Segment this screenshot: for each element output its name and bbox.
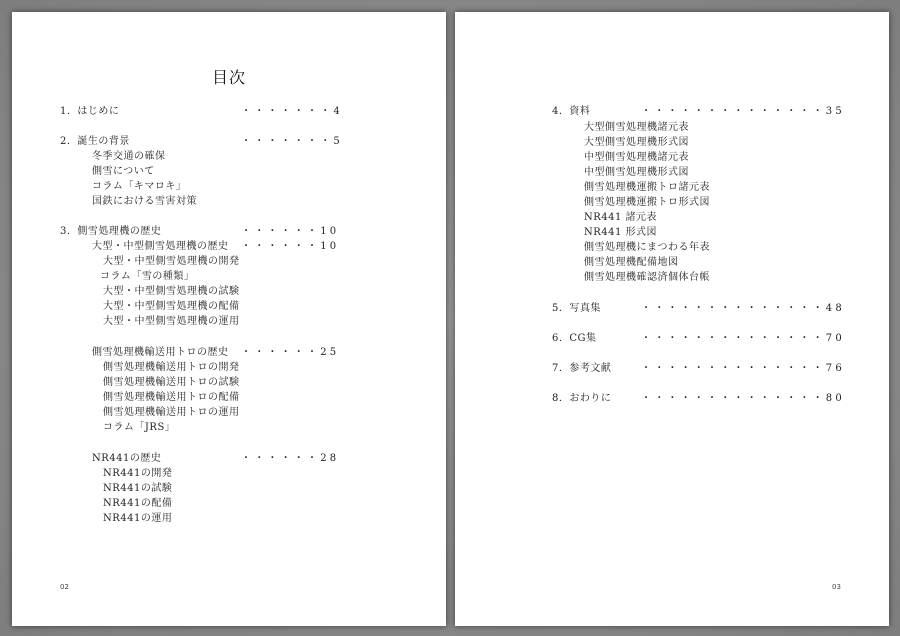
toc-subentry: コラム「JRS」 [103, 422, 176, 433]
toc-leader-page: ・・・・・・・5 [241, 136, 343, 147]
toc-subentry: 冬季交通の確保 [92, 151, 166, 162]
toc-subentry: 大型側雪処理機諸元表 [584, 122, 689, 133]
toc-chapter-3: 3．側雪処理機の歴史 [60, 226, 162, 237]
page-number: 03 [832, 583, 841, 591]
toc-chapter-6: 6．CG集 [552, 333, 597, 344]
right-page [455, 12, 889, 626]
toc-subentry: 中型側雪処理機形式図 [584, 167, 689, 178]
toc-chapter-5: 5．写真集 [552, 303, 601, 314]
toc-subentry: 側雪処理機運搬トロ諸元表 [584, 182, 710, 193]
toc-subentry: 大型・中型側雪処理機の配備 [103, 301, 240, 312]
left-page [12, 12, 446, 626]
toc-subentry: 側雪処理機配備地図 [584, 257, 679, 268]
toc-subentry: 側雪処理機輸送用トロの開発 [103, 362, 240, 373]
toc-subentry: コラム「キマロキ」 [92, 181, 187, 192]
toc-section: 側雪処理機輸送用トロの歴史 [92, 347, 229, 358]
toc-subentry: 大型側雪処理機形式図 [584, 137, 689, 148]
toc-section: 大型・中型側雪処理機の歴史 [92, 241, 229, 252]
page-number: 02 [60, 583, 69, 591]
toc-leader-page: ・・・・・・・・・・・・・・35 [641, 106, 845, 117]
toc-subentry: 側雪処理機運搬トロ形式図 [584, 197, 710, 208]
toc-leader-page: ・・・・・・28 [241, 453, 340, 464]
toc-subentry: 大型・中型側雪処理機の試験 [103, 286, 240, 297]
toc-chapter-1: 1．はじめに [60, 106, 120, 117]
toc-subentry: 側雪処理機輸送用トロの配備 [103, 392, 240, 403]
toc-chapter-4: 4．資料 [552, 106, 591, 117]
toc-subentry: 側雪処理機確認済個体台帳 [584, 272, 710, 283]
toc-leader-page: ・・・・・・・・・・・・・・48 [641, 303, 845, 314]
toc-subentry: NR441の開発 [103, 468, 173, 479]
toc-leader-page: ・・・・・・・・・・・・・・76 [641, 363, 845, 374]
toc-leader-page: ・・・・・・10 [241, 226, 340, 237]
toc-subentry: 側雪処理機輸送用トロの運用 [103, 407, 240, 418]
toc-subentry: 中型側雪処理機諸元表 [584, 152, 689, 163]
toc-subentry: 側雪について [92, 166, 155, 177]
toc-section: NR441の歴史 [92, 453, 162, 464]
toc-subentry: 大型・中型側雪処理機の運用 [103, 316, 240, 327]
toc-leader-page: ・・・・・・10 [241, 241, 340, 252]
toc-subentry: NR441の配備 [103, 498, 173, 509]
toc-chapter-2: 2．誕生の背景 [60, 136, 130, 147]
toc-subentry: NR441の試験 [103, 483, 173, 494]
toc-chapter-8: 8．おわりに [552, 393, 612, 404]
toc-subentry: NR441の運用 [103, 513, 173, 524]
toc-subentry: 国鉄における雪害対策 [92, 196, 197, 207]
toc-leader-page: ・・・・・・25 [241, 347, 340, 358]
toc-subentry: NR441 諸元表 [584, 212, 658, 223]
toc-subentry: NR441 形式図 [584, 227, 658, 238]
toc-leader-page: ・・・・・・・・・・・・・・80 [641, 393, 845, 404]
toc-subentry: 側雪処理機輸送用トロの試験 [103, 377, 240, 388]
toc-chapter-7: 7．参考文献 [552, 363, 612, 374]
toc-subentry: コラム「雪の種類」 [100, 271, 195, 282]
toc-title: 目次 [211, 68, 246, 87]
toc-leader-page: ・・・・・・・・・・・・・・70 [641, 333, 845, 344]
toc-subentry: 側雪処理機にまつわる年表 [584, 242, 710, 253]
toc-subentry: 大型・中型側雪処理機の開発 [103, 256, 240, 267]
toc-leader-page: ・・・・・・・4 [241, 106, 343, 117]
